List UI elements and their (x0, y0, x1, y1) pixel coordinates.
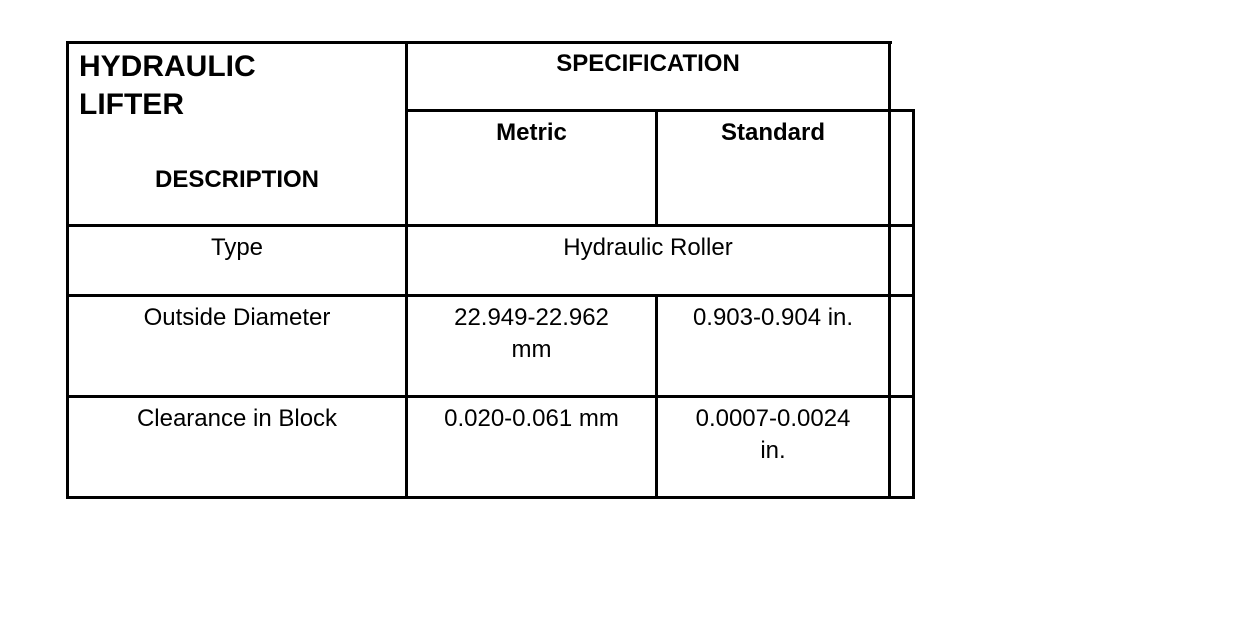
description-header: DESCRIPTION (154, 166, 319, 193)
outside-diameter-metric: 22.949-22.962 mm (454, 304, 609, 363)
spec-subheader-top-border (405, 109, 915, 112)
type-row-description: Type (210, 234, 264, 261)
type-row-value: Hydraulic Roller (563, 234, 733, 261)
row-2-bottom-border (66, 395, 915, 398)
table-extra-right-border (912, 109, 915, 499)
metric-header: Metric (496, 119, 567, 146)
specification-header: SPECIFICATION (556, 50, 740, 77)
standard-header: Standard (720, 119, 825, 146)
clearance-description: Clearance in Block (136, 405, 338, 432)
table-top-border (66, 41, 892, 44)
outside-diameter-description: Outside Diameter (143, 304, 331, 331)
clearance-standard: 0.0007-0.0024 in. (695, 405, 851, 464)
clearance-metric: 0.020-0.061 mm (444, 405, 619, 432)
header-bottom-border (66, 224, 915, 227)
outside-diameter-standard: 0.903-0.904 in. (692, 304, 854, 331)
hydraulic-lifter-title: HYDRAULIC LIFTER (79, 50, 256, 121)
row-1-bottom-border (66, 294, 915, 297)
table-left-border (66, 41, 69, 499)
standard-right-border (888, 41, 891, 499)
table-bottom-border (66, 496, 915, 499)
